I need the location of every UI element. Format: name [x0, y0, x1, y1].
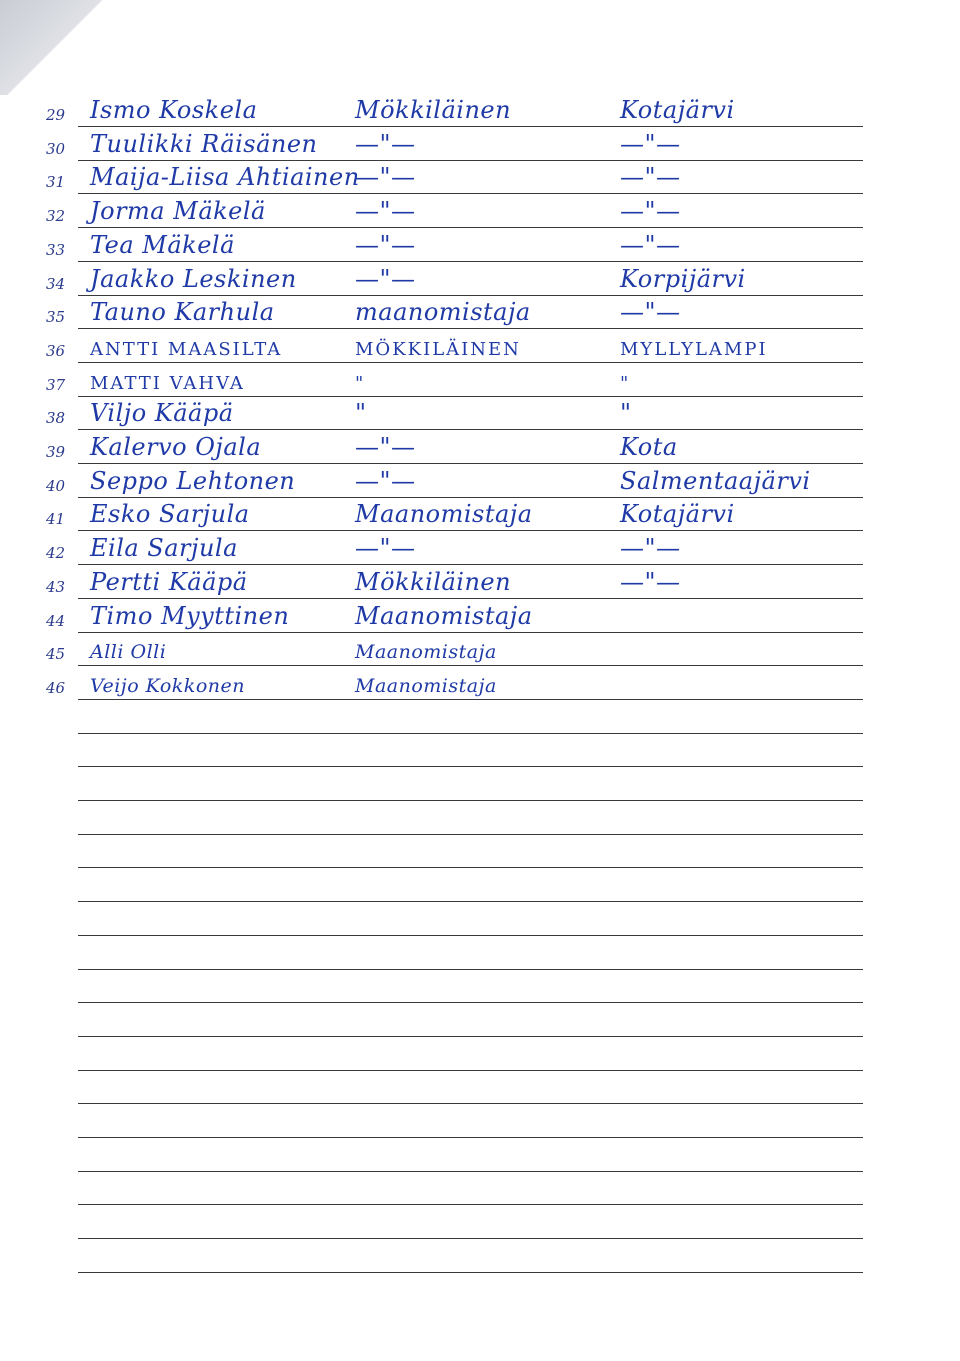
signature-row [0, 227, 960, 261]
signer-name: Jorma Mäkelä [90, 197, 266, 226]
row-number: 40 [46, 476, 66, 495]
signer-name: Timo Myyttinen [90, 601, 290, 630]
signer-name: Esko Sarjula [90, 500, 250, 529]
row-number: 29 [46, 106, 66, 124]
signer-name: Veijo Kokkonen [90, 674, 245, 697]
signer-place: MYLLYLAMPI [620, 338, 768, 360]
row-number: 38 [46, 409, 66, 428]
signer-role: —"— [355, 163, 416, 192]
ruled-line [78, 1272, 863, 1273]
signature-row [0, 598, 960, 632]
signer-role: —"— [355, 264, 416, 293]
signer-role: —"— [355, 534, 416, 563]
signer-place: Kotajärvi [620, 96, 735, 124]
signer-place: " [620, 372, 631, 394]
ruled-line [78, 1238, 863, 1239]
signer-place: —"— [620, 129, 681, 158]
ruled-line [78, 800, 863, 801]
signer-name: Ismo Koskela [90, 96, 258, 124]
signer-name: Eila Sarjula [90, 534, 238, 563]
ruled-line [78, 935, 863, 936]
signer-place: Kota [620, 433, 678, 461]
row-number: 46 [46, 678, 66, 697]
ruled-line [78, 1070, 863, 1071]
signature-row [0, 261, 960, 295]
signer-place: —"— [620, 163, 681, 192]
signer-role: Mökkiläinen [355, 567, 512, 596]
signer-name: Tuulikki Räisänen [90, 129, 318, 158]
ruled-line [78, 1002, 863, 1003]
row-number: 43 [46, 577, 66, 596]
signature-row [0, 496, 960, 530]
signer-name: Kalervo Ojala [90, 433, 262, 461]
ruled-line [78, 1171, 863, 1172]
signer-role: Maanomistaja [355, 674, 497, 697]
signer-role: Mökkiläinen [355, 96, 512, 124]
signer-role: —"— [355, 230, 416, 259]
signer-name: MATTI VAHVA [90, 372, 245, 394]
signer-role: maanomistaja [355, 298, 531, 327]
signer-name: ANTTI MAASILTA [90, 338, 283, 360]
row-number: 45 [46, 645, 66, 664]
ruled-line [78, 1137, 863, 1138]
ruled-line [78, 1103, 863, 1104]
ruled-line [78, 901, 863, 902]
row-number: 32 [46, 207, 66, 226]
signer-role: " [355, 399, 367, 428]
signer-role: Maanomistaja [355, 500, 533, 529]
row-number: 39 [46, 443, 66, 461]
signer-name: Viljo Kääpä [90, 399, 234, 428]
signature-row [0, 92, 960, 126]
ruled-line [78, 733, 863, 734]
signer-place: " [620, 399, 632, 428]
row-number: 37 [46, 375, 66, 394]
signer-role: —"— [355, 466, 416, 495]
signature-row [0, 126, 960, 160]
signer-role: Maanomistaja [355, 601, 533, 630]
row-number: 36 [46, 341, 66, 360]
row-number: 42 [46, 544, 66, 563]
signer-place: —"— [620, 567, 681, 596]
ruled-line [78, 969, 863, 970]
row-number: 44 [46, 611, 66, 630]
signature-row [0, 362, 960, 396]
ruled-line [78, 867, 863, 868]
signer-name: Alli Olli [90, 641, 167, 664]
signer-role: —"— [355, 129, 416, 158]
signer-role: —"— [355, 197, 416, 226]
row-number: 41 [46, 510, 66, 529]
signer-role: Maanomistaja [355, 641, 497, 664]
row-number: 30 [46, 139, 66, 158]
signature-row [0, 159, 960, 193]
row-number: 35 [46, 308, 66, 327]
signer-name: Seppo Lehtonen [90, 466, 296, 495]
signer-name: Jaakko Leskinen [90, 264, 297, 293]
signature-row [0, 395, 960, 429]
signer-name: Tauno Karhula [90, 298, 275, 327]
signer-place: —"— [620, 298, 681, 327]
signer-role: —"— [355, 433, 416, 461]
signer-place: Kotajärvi [620, 500, 735, 529]
signature-row [0, 631, 960, 665]
row-number: 33 [46, 240, 66, 259]
signature-row [0, 463, 960, 497]
signer-place: —"— [620, 197, 681, 226]
ruled-line [78, 699, 863, 700]
signature-row [0, 429, 960, 463]
signer-place: Salmentaajärvi [620, 466, 811, 495]
signer-place: Korpijärvi [620, 264, 746, 293]
signature-row [0, 530, 960, 564]
row-number: 34 [46, 274, 66, 293]
signer-name: Tea Mäkelä [90, 230, 235, 259]
ruled-line [78, 1204, 863, 1205]
signer-name: Maija-Liisa Ahtiainen [90, 163, 360, 192]
signer-role: " [355, 372, 366, 394]
signature-row [0, 564, 960, 598]
ruled-line [78, 766, 863, 767]
signature-row [0, 294, 960, 328]
signature-row [0, 193, 960, 227]
signer-place: —"— [620, 534, 681, 563]
signer-role: MÖKKILÄINEN [355, 338, 521, 360]
row-number: 31 [46, 173, 66, 192]
signer-place: —"— [620, 230, 681, 259]
ruled-line [78, 834, 863, 835]
ruled-line [78, 1036, 863, 1037]
signer-name: Pertti Kääpä [90, 567, 248, 596]
signature-row [0, 665, 960, 699]
signature-row [0, 328, 960, 362]
